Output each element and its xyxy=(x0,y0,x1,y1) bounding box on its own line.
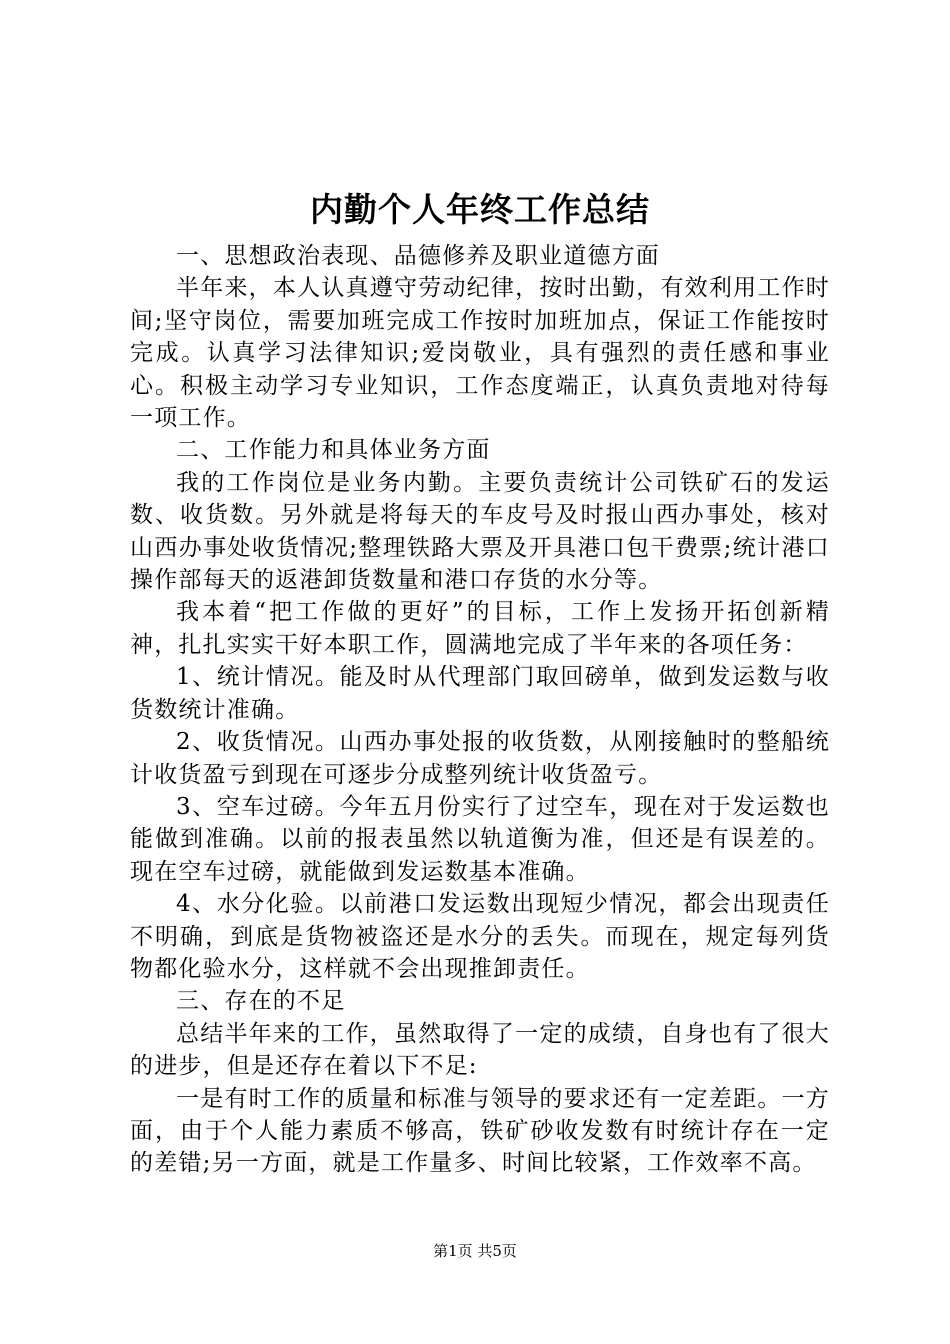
document-page xyxy=(130,180,830,1180)
section-heading-3: 三、存在的不足 xyxy=(176,988,346,1015)
page-number: 第1页 共5页 xyxy=(433,1242,517,1260)
paragraph: 我的工作岗位是业务内勤。主要负责统计公司铁矿石的发运数、收货数。另外就是将每天的车皮号及时报山西办事处，核对山西办事处收货情况;整理铁路大票及开具港口包干费票;统计港口操作部每天的返港卸货数量和港口存货的水分等。 xyxy=(130,469,830,594)
list-item: 2、收货情况。山西办事处报的收货数，从刚接触时的整船统计收货盈亏到现在可逐步分成整列统计收货盈亏。 xyxy=(130,729,830,788)
list-item: 1、统计情况。能及时从代理部门取回磅单，做到发运数与收货数统计准确。 xyxy=(130,664,830,723)
section-heading-2: 二、工作能力和具体业务方面 xyxy=(176,437,491,464)
section-heading-1: 一、思想政治表现、品德修养及职业道德方面 xyxy=(176,243,660,269)
paragraph: 半年来，本人认真遵守劳动纪律，按时出勤，有效利用工作时间;坚守岗位，需要加班完成工作按时加班加点，保证工作能按时完成。认真学习法律知识;爱岗敬业，具有强烈的责任感和事业心。积极主动学习专业知识，工作态度端正，认真负责地对待每一项工作。 xyxy=(130,275,830,432)
document-title: 内勤个人年终工作总结 xyxy=(310,190,650,229)
list-item: 4、水分化验。以前港口发运数出现短少情况，都会出现责任不明确，到底是货物被盗还是水分的丢失。而现在，规定每列货物都化验水分，这样就不会出现推卸责任。 xyxy=(130,891,830,982)
paragraph: 一是有时工作的质量和标准与领导的要求还有一定差距。一方面，由于个人能力素质不够高，铁矿砂收发数有时统计存在一定的差错;另一方面，就是工作量多、时间比较紧，工作效率不高。 xyxy=(130,1085,830,1177)
list-item: 3、空车过磅。今年五月份实行了过空车，现在对于发运数也能做到准确。以前的报表虽然以轨道衡为准，但还是有误差的。现在空车过磅，就能做到发运数基本准确。 xyxy=(130,793,830,885)
paragraph: 我本着“把工作做的更好”的目标，工作上发扬开拓创新精神，扎扎实实干好本职工作，圆满地完成了半年来的各项任务： xyxy=(130,599,830,658)
document-body xyxy=(130,240,830,1180)
paragraph: 总结半年来的工作，虽然取得了一定的成绩，自身也有了很大的进步，但是还存在着以下不足: xyxy=(130,1020,830,1080)
